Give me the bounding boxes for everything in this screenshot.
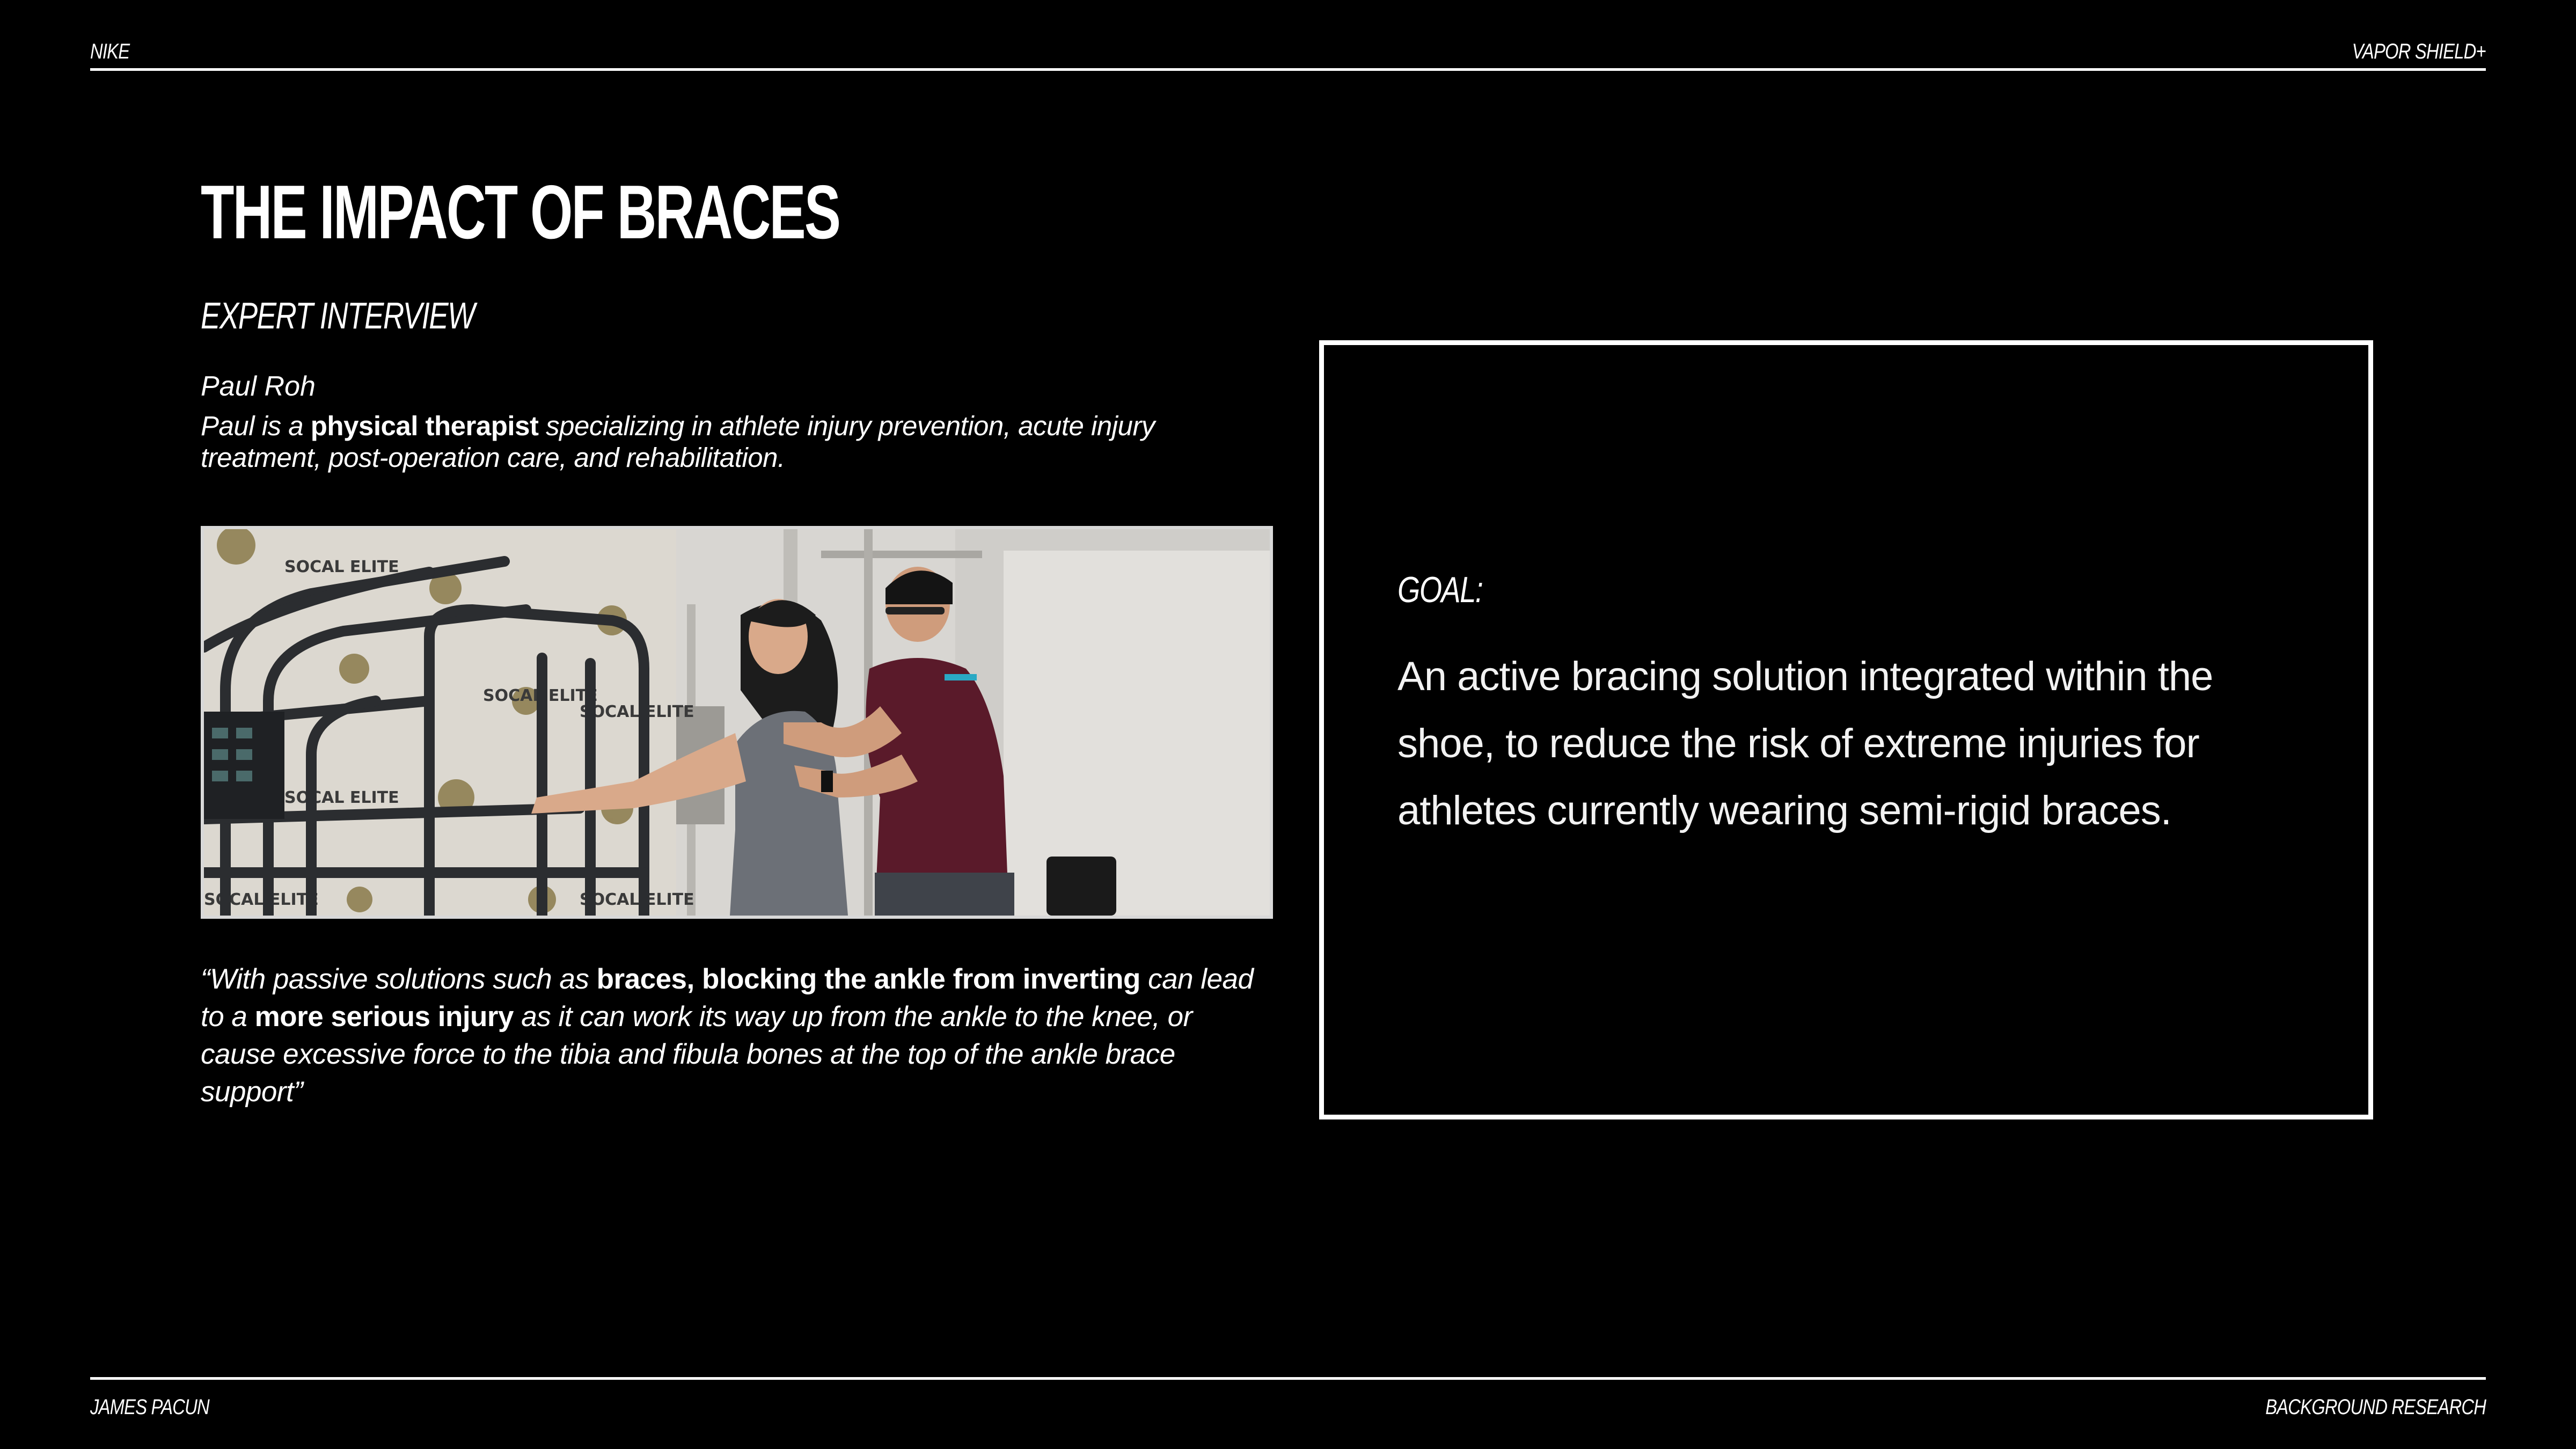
quote-emphasis-2: more serious injury: [254, 1001, 514, 1033]
page-title: THE IMPACT OF BRACES: [201, 170, 840, 255]
quote-part-3: as it can work its way up from the ankle to the knee, or cause excessive force to the tibia and fibula bones at the top of the ankle brace support”: [201, 1001, 1192, 1108]
expert-name: Paul Roh: [201, 371, 316, 402]
header-rule: [90, 68, 2486, 71]
banner-text: SOCAL ELITE: [284, 788, 399, 807]
expert-quote: [201, 961, 1274, 1111]
expert-bio-suffix: specializing in athlete injury prevention, acute injury treatment, post-operation care, and rehabilitation.: [201, 411, 1155, 473]
footer-section: BACKGROUND RESEARCH: [2265, 1395, 2486, 1419]
banner-text: SOCAL ELITE: [284, 558, 399, 576]
quote-part-1: “With passive solutions such as: [201, 963, 597, 995]
footer-rule: [90, 1377, 2486, 1380]
header-project: VAPOR SHIELD+: [2352, 40, 2486, 63]
goal-statement: An active bracing solution integrated within the shoe, to reduce the risk of extreme injuries for athletes currently wearing semi-rigid braces.: [1397, 654, 2213, 833]
footer-author: JAMES PACUN: [90, 1395, 209, 1419]
quote-emphasis-1: braces, blocking the ankle from inverting: [596, 963, 1140, 995]
therapy-photo-illustration: [204, 529, 1270, 916]
banner-text: SOCAL ELITE: [580, 702, 694, 721]
header-brand: NIKE: [90, 40, 130, 63]
therapy-photo: [201, 526, 1273, 919]
quote-part-2: can lead to a: [201, 963, 1254, 1033]
expert-bio-prefix: Paul is a: [201, 411, 311, 441]
expert-bio: [201, 410, 1253, 473]
goal-label: GOAL:: [1397, 569, 1483, 610]
expert-bio-role: physical therapist: [310, 411, 539, 441]
banner-text: SOCAL ELITE: [580, 890, 694, 909]
section-subtitle: EXPERT INTERVIEW: [201, 295, 475, 336]
banner-text: SOCAL ELITE: [204, 890, 319, 909]
banner-text: SOCAL ELITE: [483, 686, 598, 705]
